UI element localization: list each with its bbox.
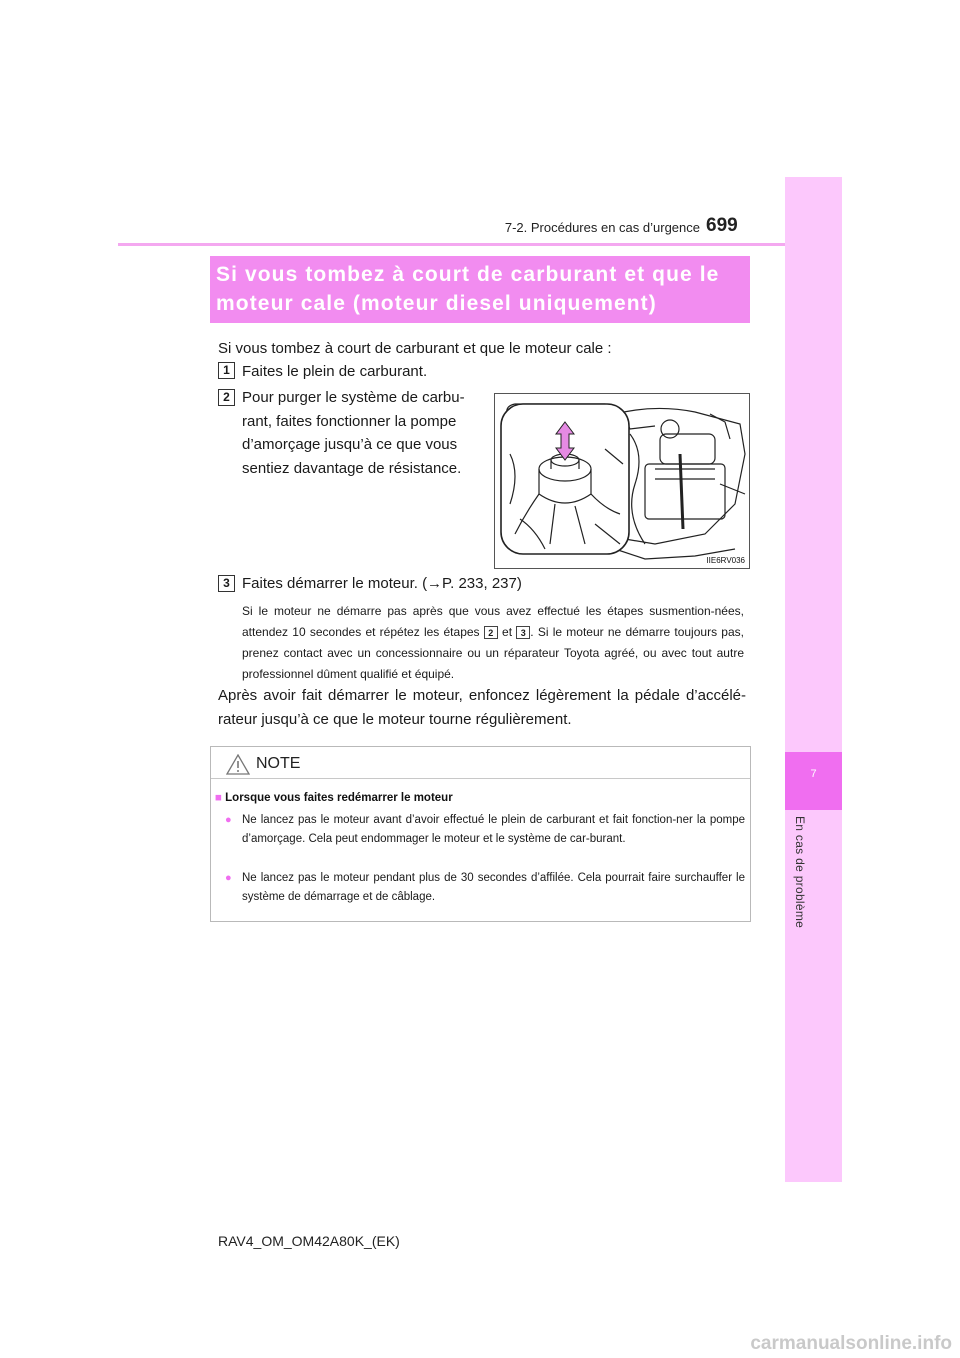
note-title: NOTE xyxy=(256,755,301,772)
note-divider xyxy=(211,778,750,779)
step-2-line-4: sentiez davantage de résistance. xyxy=(242,459,462,477)
figure-code: IIE6RV036 xyxy=(706,556,745,565)
step-2-text xyxy=(242,386,478,480)
inline-step-badge-3: 3 xyxy=(516,626,530,639)
document-code: RAV4_OM_OM42A80K_(EK) xyxy=(218,1233,400,1249)
page-number: 699 xyxy=(706,215,738,236)
step-1-badge: 1 xyxy=(218,362,235,379)
note-bullet-2 xyxy=(225,869,745,907)
watermark: carmanualsonline.info xyxy=(750,1333,952,1354)
section-heading: 7-2. Procédures en cas d’urgence xyxy=(504,220,700,235)
inline-step-badge-2: 2 xyxy=(484,626,498,639)
engine-bay-drawing xyxy=(495,394,749,568)
note-bullet-1 xyxy=(225,811,745,849)
note-bullet-1-text: Ne lancez pas le moteur avant d’avoir effectué le plein de carburant et fait fonction-ner la pompe d’amorçage. Cela peut endommager le moteur et le système de car-burant. xyxy=(242,814,745,845)
circle-bullet-icon: ● xyxy=(225,872,232,884)
step-3-badge: 3 xyxy=(218,575,235,592)
chapter-tab[interactable] xyxy=(785,752,842,810)
square-bullet-icon: ■ xyxy=(215,792,222,804)
step-3-note-part-1: Si le moteur ne démarre pas après que vous avez effectué les étapes susmention-nées, attendez 10 secondes et répétez les étapes xyxy=(242,604,744,639)
note-heading xyxy=(215,792,453,804)
step-2-badge: 2 xyxy=(218,389,235,406)
step-3-note-part-3: . Si le moteur ne démarre toujours pas, prenez contact avec un concessionnaire ou un réparateur Toyota agréé, ou avec tout autre professionnel dûment qualifié et équipé. xyxy=(242,625,744,681)
chapter-sidebar xyxy=(785,177,842,1182)
section-title-box xyxy=(210,256,750,323)
step-3-note xyxy=(242,601,744,685)
note-box xyxy=(210,746,751,922)
circle-bullet-icon: ● xyxy=(225,814,232,826)
step-3-text: Faites démarrer le moteur. (→P. 233, 237) xyxy=(242,575,522,592)
step-3-note-part-2: et xyxy=(502,625,513,639)
step-2-line-2: rant, faites fonctionner la pompe xyxy=(242,412,457,430)
section-title-line-2: moteur cale (moteur diesel uniquement) xyxy=(216,292,657,315)
header-divider xyxy=(118,243,785,246)
priming-pump-illustration xyxy=(494,393,750,569)
step-2-line-1: Pour purger le système de carbu- xyxy=(242,389,465,406)
chapter-label: En cas de problème xyxy=(793,816,807,929)
note-heading-text: Lorsque vous faites redémarrer le moteur xyxy=(225,792,453,804)
section-title-line-1: Si vous tombez à court de carburant et que le xyxy=(216,263,720,286)
chapter-number: 7 xyxy=(810,768,817,780)
intro-text: Si vous tombez à court de carburant et que le moteur cale : xyxy=(218,340,612,357)
note-bullet-2-text: Ne lancez pas le moteur pendant plus de 30 secondes d’affilée. Cela pourrait faire surchauffer le système de démarrage et de câblage. xyxy=(242,872,745,903)
after-start-instruction: Après avoir fait démarrer le moteur, enfoncez légèrement la pédale d’accélé-rateur jusqu’à ce que le moteur tourne régulièrement. xyxy=(218,687,746,728)
warning-triangle-icon xyxy=(226,754,250,775)
step-1-text: Faites le plein de carburant. xyxy=(242,363,428,380)
step-2-line-3: d’amorçage jusqu’à ce que vous xyxy=(242,436,458,453)
